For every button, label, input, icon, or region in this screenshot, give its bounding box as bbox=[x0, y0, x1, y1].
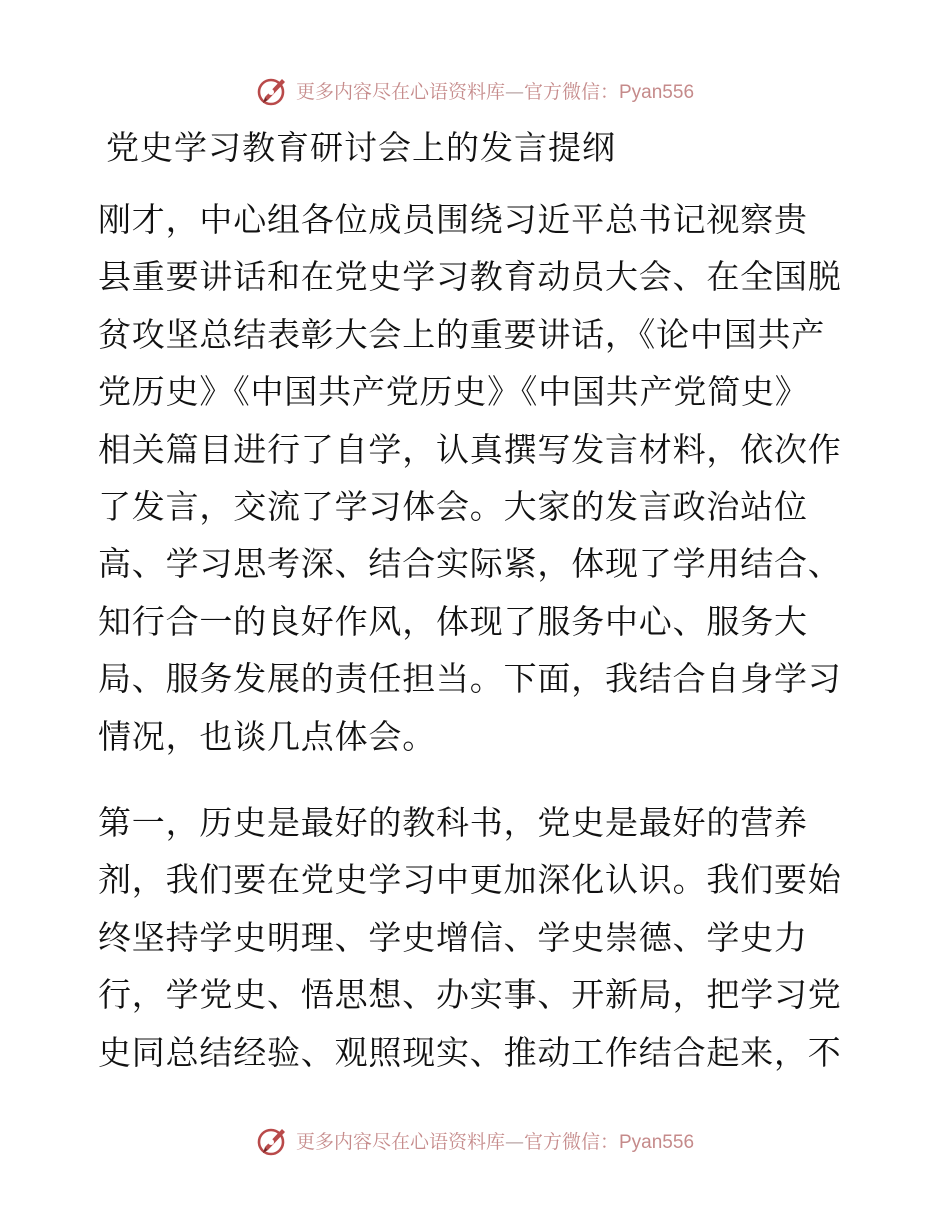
quill-pen-logo-icon bbox=[256, 73, 290, 107]
wechat-id: Pyan556 bbox=[619, 1131, 695, 1153]
paragraph-1 bbox=[98, 191, 858, 765]
watermark-text bbox=[296, 77, 694, 104]
text-line: 了发言，交流了学习体会。大家的发言政治站位 bbox=[98, 486, 808, 526]
footer-watermark bbox=[256, 1123, 694, 1157]
header-watermark-banner bbox=[0, 70, 950, 110]
text-line: 行，学党史、悟思想、办实事、开新局，把学习党 bbox=[98, 975, 842, 1015]
paragraph-2 bbox=[98, 794, 858, 1081]
quill-pen-logo-icon bbox=[256, 1123, 290, 1157]
header-watermark bbox=[256, 73, 694, 107]
text-line: 第一，历史是最好的教科书，党史是最好的营养 bbox=[98, 803, 808, 842]
text-line: 剂，我们要在党史学习中更加深化认识。我们要始 bbox=[98, 860, 842, 900]
text-line: 知行合一的良好作风，体现了服务中心、服务大 bbox=[98, 601, 808, 641]
text-line: 县重要讲话和在党史学习教育动员大会、在全国脱 bbox=[98, 257, 842, 297]
text-line: 终坚持学史明理、学史增信、学史崇德、学史力 bbox=[98, 917, 808, 957]
separator: — bbox=[504, 80, 524, 103]
wechat-label: 官方微信： bbox=[523, 80, 619, 103]
brand-text: 更多内容尽在心语资料库 bbox=[295, 80, 505, 103]
wechat-id: Pyan556 bbox=[619, 81, 695, 103]
document-title: 党史学习教育研讨会上的发言提纲 bbox=[106, 128, 616, 167]
brand-text: 更多内容尽在心语资料库 bbox=[295, 1130, 505, 1153]
text-line: 相关篇目进行了自学，认真撰写发言材料，依次作 bbox=[98, 429, 842, 469]
watermark-text bbox=[296, 1127, 694, 1154]
separator: — bbox=[504, 1130, 524, 1153]
text-line: 情况，也谈几点体会。 bbox=[98, 716, 436, 756]
text-line: 刚才，中心组各位成员围绕习近平总书记视察贵 bbox=[98, 200, 808, 239]
text-line: 史同总结经验、观照现实、推动工作结合起来，不 bbox=[98, 1032, 842, 1072]
text-line: 高、学习思考深、结合实际紧，体现了学用结合、 bbox=[98, 544, 842, 584]
text-line: 党历史》《中国共产党历史》《中国共产党简史》 bbox=[98, 372, 809, 412]
text-line: 局、服务发展的责任担当。下面，我结合自身学习 bbox=[98, 659, 842, 699]
wechat-label: 官方微信： bbox=[523, 1130, 619, 1153]
footer-watermark-banner bbox=[0, 1120, 950, 1160]
text-line: 贫攻坚总结表彰大会上的重要讲话，《论中国共产 bbox=[98, 314, 826, 354]
